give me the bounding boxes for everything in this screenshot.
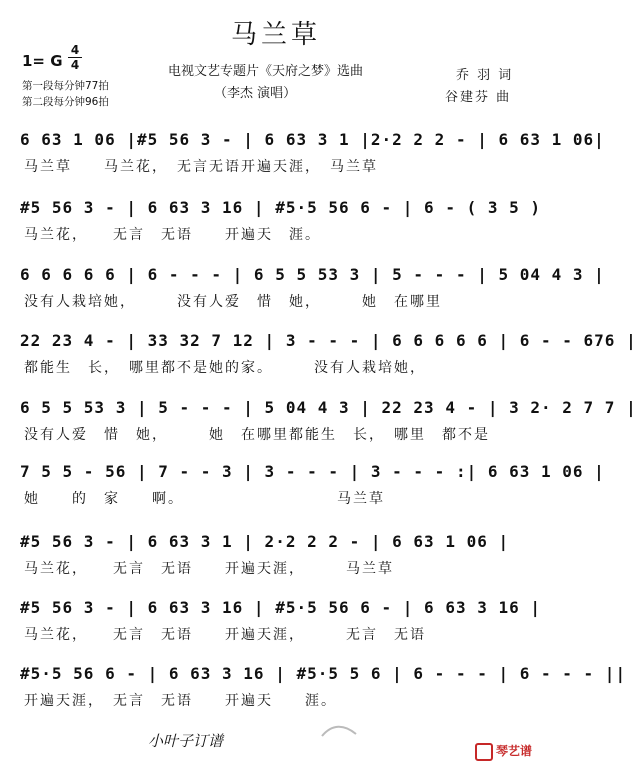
key-signature: 1= G bbox=[22, 52, 63, 70]
notation-line: 22 23 4 - | 33 32 7 12 | 3 - - - | 6 6 6 6 6 | 6 - - 676 | bbox=[20, 331, 637, 350]
notation-line: 7 5 5 - 56 | 7 - - 3 | 3 - - - | 3 - - - :| 6 63 1 06 | bbox=[20, 462, 605, 481]
time-signature bbox=[68, 44, 82, 71]
page-title: 马兰草 bbox=[230, 20, 321, 50]
lyric-line: 没有人爱 惜 她， 她 在哪里都能生 长， 哪里 都不是 bbox=[24, 427, 490, 443]
lyric-line: 她 的 家 啊。 马兰草 bbox=[24, 491, 385, 507]
notation-line: 6 6 6 6 6 | 6 - - - | 6 5 5 53 3 | 5 - - - | 5 04 4 3 | bbox=[20, 265, 605, 284]
lyric-line: 马兰花， 无言 无语 开遍天涯， 无言 无语 bbox=[24, 627, 426, 643]
time-signature-top: 4 bbox=[70, 43, 80, 57]
singer-credit: （李杰 演唱） bbox=[214, 86, 297, 101]
notation-line: #5 56 3 - | 6 63 3 16 | #5·5 56 6 - | 6 - ( 3 5 ) bbox=[20, 198, 542, 217]
notation-line: #5·5 56 6 - | 6 63 3 16 | #5·5 5 6 | 6 - - - | 6 - - - || bbox=[20, 664, 627, 683]
tempo-second-section: 第二段每分钟96拍 bbox=[22, 96, 109, 108]
notation-line: 6 5 5 53 3 | 5 - - - | 5 04 4 3 | 22 23 4 - | 3 2· 2 7 7 | bbox=[20, 398, 637, 417]
lyric-line: 开遍天涯， 无言 无语 开遍天 涯。 bbox=[24, 693, 337, 709]
lyric-line: 没有人栽培她， 没有人爱 惜 她， 她 在哪里 bbox=[24, 294, 442, 310]
subtitle: 电视文艺专题片《天府之梦》选曲 bbox=[168, 64, 364, 79]
lyricist-credit: 乔 羽 词 bbox=[456, 68, 514, 83]
notation-line: #5 56 3 - | 6 63 3 16 | #5·5 56 6 - | 6 63 3 16 | bbox=[20, 598, 542, 617]
notation-line: #5 56 3 - | 6 63 3 1 | 2·2 2 2 - | 6 63 1 06 | bbox=[20, 532, 510, 551]
notation-line: 6 63 1 06 |#5 56 3 - | 6 63 3 1 |2·2 2 2 - | 6 63 1 06| bbox=[20, 130, 605, 149]
logo-icon bbox=[475, 743, 493, 761]
lyric-line: 都能生 长， 哪里都不是她的家。 没有人栽培她， bbox=[24, 360, 426, 376]
composer-credit: 谷建芬 曲 bbox=[445, 90, 512, 105]
lyric-line: 马兰花， 无言 无语 开遍天 涯。 bbox=[24, 227, 321, 243]
decorative-swirl-icon bbox=[320, 722, 360, 742]
tempo-first-section: 第一段每分钟77拍 bbox=[22, 80, 109, 92]
site-logo bbox=[475, 742, 532, 761]
lyric-line: 马兰草 马兰花， 无言无语开遍天涯， 马兰草 bbox=[24, 159, 378, 175]
time-signature-bottom: 4 bbox=[70, 58, 80, 72]
logo-text: 琴艺谱 bbox=[496, 744, 533, 758]
lyric-line: 马兰花， 无言 无语 开遍天涯， 马兰草 bbox=[24, 561, 394, 577]
arranger-signature: 小叶子订谱 bbox=[148, 732, 224, 750]
